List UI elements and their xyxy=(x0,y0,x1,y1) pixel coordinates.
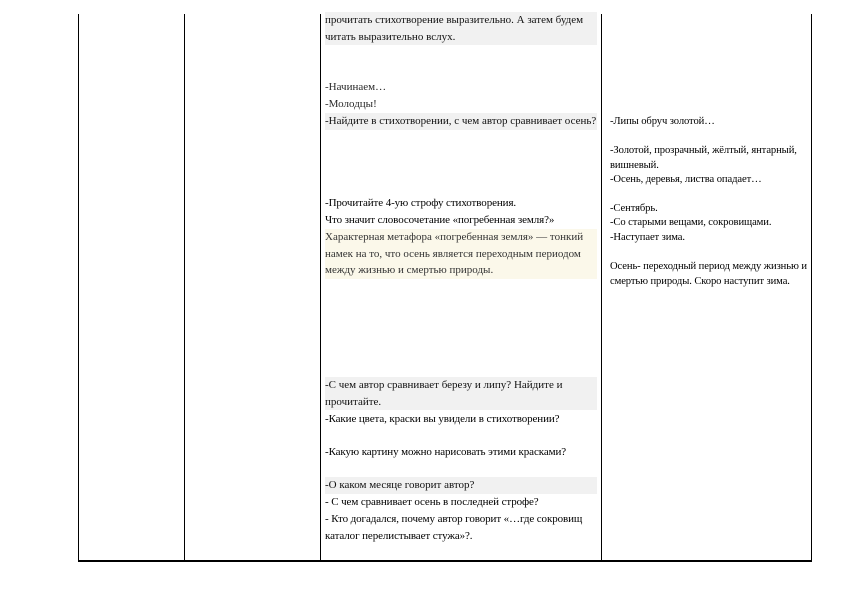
teacher-line-begin: -Начинаем… xyxy=(325,81,387,93)
teacher-question-comparison: -Найдите в стихотворении, с чем автор сравнивает осень? xyxy=(325,113,597,130)
lesson-table xyxy=(78,14,812,562)
teacher-task-fourth-stanza: -Прочитайте 4-ую строфу стихотворения. xyxy=(325,197,517,209)
student-answer-linden: -Липы обруч золотой… xyxy=(610,116,715,127)
student-answer-september: -Сентябрь. xyxy=(610,203,658,214)
column-divider-3 xyxy=(601,14,602,562)
teacher-question-last-stanza: - С чем сравнивает осень в последней строфе? xyxy=(325,496,539,508)
methods-column xyxy=(185,14,320,560)
table-border-right xyxy=(811,14,812,562)
teacher-line-read-aloud: прочитать стихотворение выразительно. А затем будем читать выразительно вслух. xyxy=(325,12,597,45)
teacher-question-birch-linden: -С чем автор сравнивает березу и липу? Найдите и прочитайте. xyxy=(325,377,597,410)
teacher-question-treasure-catalog: - Кто догадался, почему автор говорит «…где сокровищ каталог перелистывает стужа»?. xyxy=(325,513,583,542)
table-border-bottom xyxy=(78,560,812,562)
teacher-question-picture: -Какую картину можно нарисовать этими красками? xyxy=(325,446,567,458)
stage-column xyxy=(79,14,184,560)
teacher-question-phrase: Что значит словосочетание «погребенная земля?» xyxy=(325,214,555,226)
student-answer-conclusion: Осень- переходный период между жизнью и смертью природы. Скоро наступит зима. xyxy=(610,261,807,287)
student-answer-autumn: -Осень, деревья, листва опадает… xyxy=(610,174,762,185)
student-answer-old-things: -Со старыми вещами, сокровищами. xyxy=(610,217,772,228)
teacher-explanation-metaphor: Характерная метафора «погребенная земля» — тонкий намек на то, что осень является переходным периодом между жизнью и смертью природы. xyxy=(325,229,597,279)
student-answer-colors: -Золотой, прозрачный, жёлтый, янтарный, вишневый. xyxy=(610,145,797,171)
column-divider-2 xyxy=(320,14,321,562)
teacher-question-colors: -Какие цвета, краски вы увидели в стихотворении? xyxy=(325,413,560,425)
student-answer-winter: -Наступает зима. xyxy=(610,232,685,243)
teacher-line-well-done: -Молодцы! xyxy=(325,98,377,110)
teacher-question-month: -О каком месяце говорит автор? xyxy=(325,477,597,494)
